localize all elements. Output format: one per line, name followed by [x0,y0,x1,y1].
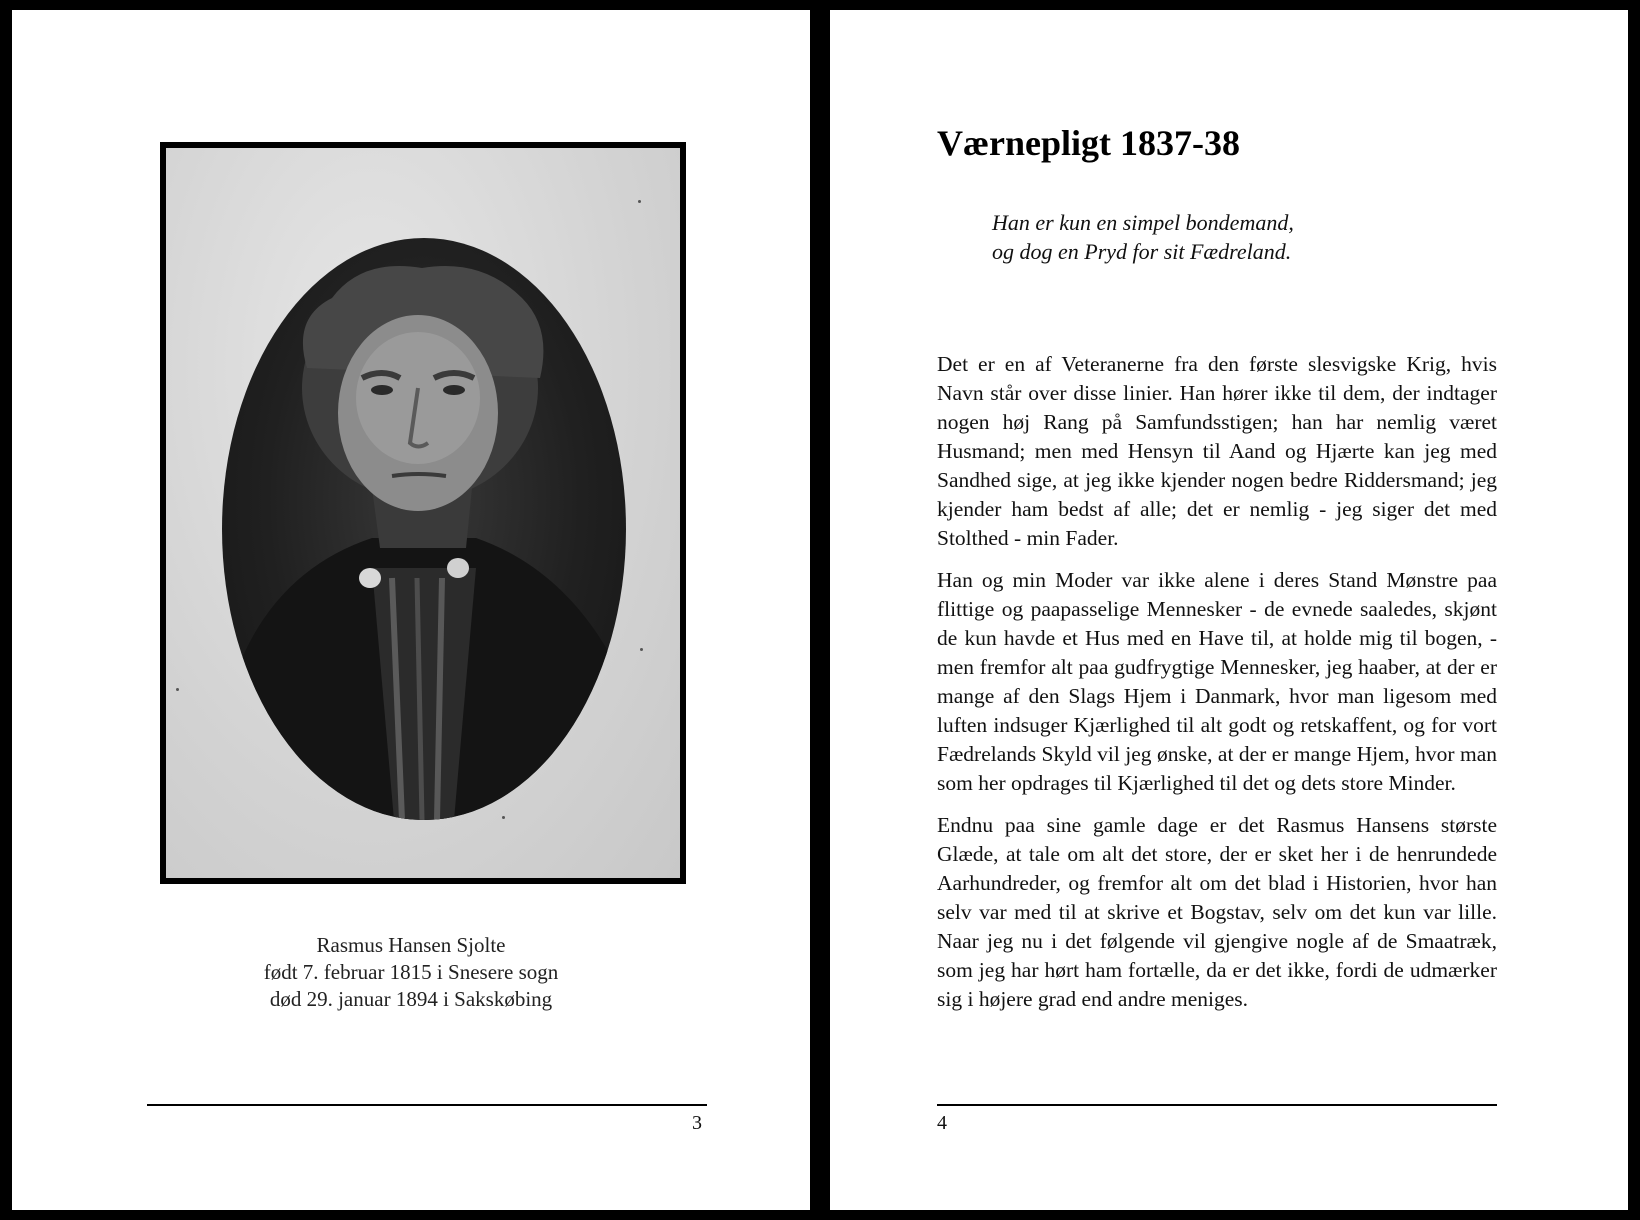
photo-speck [176,688,179,691]
photo-speck [638,200,641,203]
caption-birth: født 7. februar 1815 i Snesere sogn [263,960,559,984]
photo-caption [12,932,810,1013]
footer-rule [147,1104,707,1106]
caption-death: død 29. januar 1894 i Sakskøbing [269,987,553,1011]
epigraph-line: Han er kun en simpel bondemand, [992,210,1294,235]
portrait-oval [222,238,626,820]
epigraph-line: og dog en Pryd for sit Fædreland. [992,239,1292,264]
epigraph [992,208,1294,266]
portrait-figure [222,238,626,820]
paragraph: Han og min Moder var ikke alene i deres Stand Mønstre paa flittige og paapasselige Mennesker - de evnede saaledes, skjønt de kun havde et Hus med en Have til, at holde mig til bogen, - men fremfor alt paa gudfrygtige Mennesker, jeg haaber, at der er mange af den Slags Hjem i Danmark, hvor man ligesom med luften indsuger Kjærlighed til alt godt og retskaffent, og for vort Fædrelands Skyld vil jeg ønske, at der er mange Hjem, hvor man som her opdrages til Kjærlighed til det og dets store Minder. [937,568,1497,795]
paragraph: Det er en af Veteranerne fra den første slesvigske Krig, hvis Navn står over disse linier. Han hører ikke til dem, der indtager nogen høj Rang på Samfundsstigen; han har nemlig været Husmand; men med Hensyn til Aand og Hjærte kan jeg med Sandhed sige, at jeg ikke kjender nogen bedre Riddersmand; jeg kjender ham bedst af alle; det er nemlig - jeg siger det med Stolthed - min Fader. [937,352,1497,550]
caption-name: Rasmus Hansen Sjolte [316,933,506,957]
right-page [830,10,1628,1210]
body-text [937,350,1497,1027]
chapter-title: Værnepligt 1837-38 [937,123,1240,163]
page-number: 4 [937,1112,947,1134]
photo-speck [640,648,643,651]
portrait-photo [160,142,686,884]
page-number: 3 [692,1112,702,1134]
footer-rule [937,1104,1497,1106]
paragraph: Endnu paa sine gamle dage er det Rasmus Hansens største Glæde, at tale om alt det store, der er sket her i de henrundede Aarhundreder, og fremfor alt om det blad i Historien, hvor han selv var med til at skrive et Bogstav, selv om det kun var lille. Naar jeg nu i det følgende vil gjengive nogle af de Smaatræk, som jeg har hørt ham fortælle, da er det ikke, fordi de udmærker sig i højere grad end andre meniges. [937,813,1497,1011]
left-page [12,10,810,1210]
